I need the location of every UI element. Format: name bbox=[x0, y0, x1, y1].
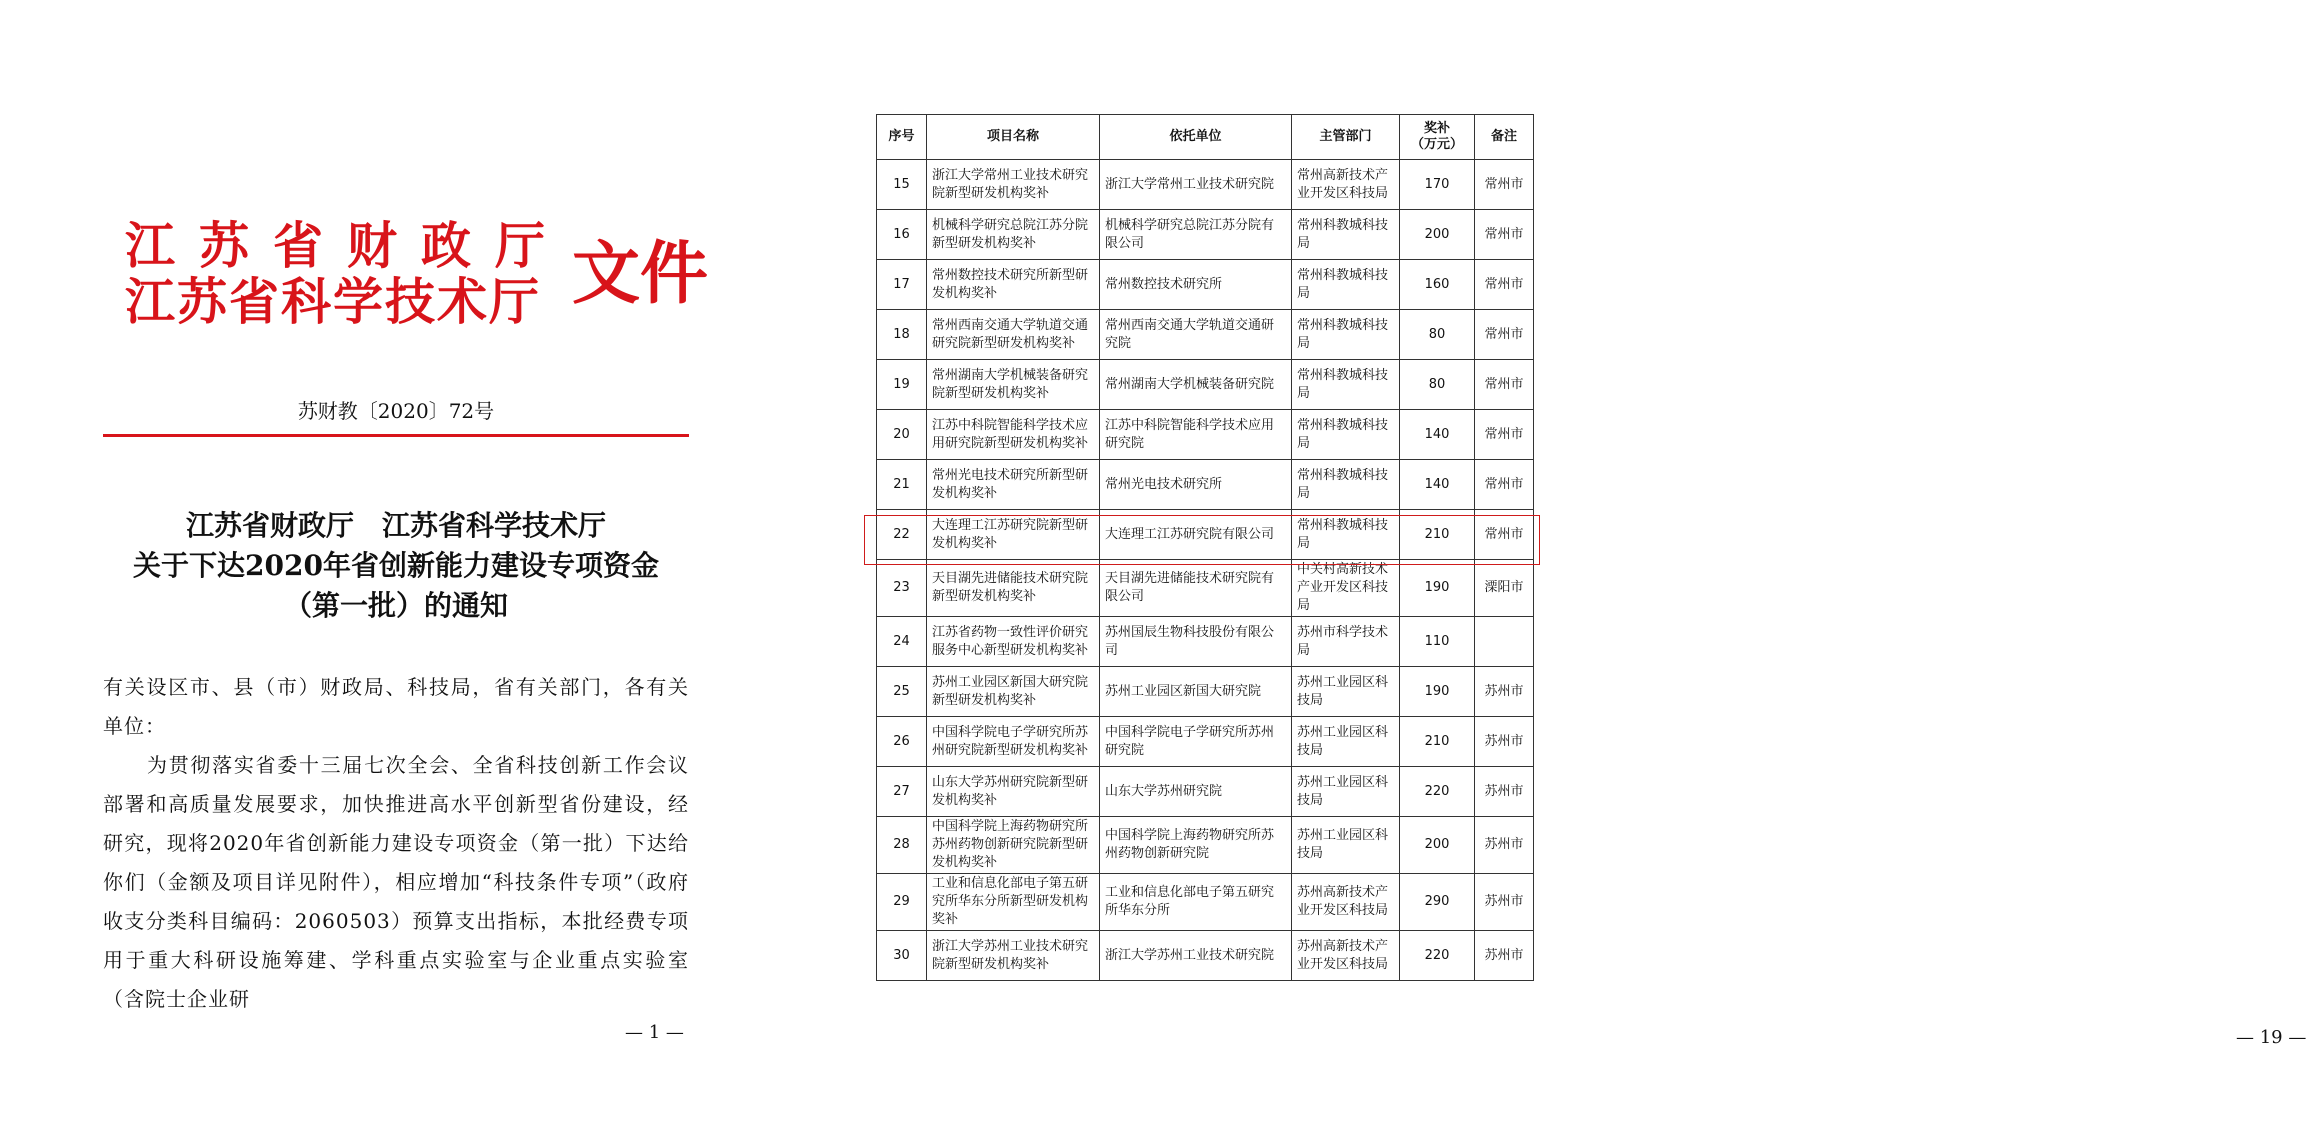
cell-no: 18 bbox=[877, 310, 927, 360]
cell-amount: 80 bbox=[1400, 360, 1475, 410]
cell-no: 27 bbox=[877, 767, 927, 817]
cell-amount: 140 bbox=[1400, 460, 1475, 510]
cell-unit: 天目湖先进储能技术研究院有限公司 bbox=[1100, 560, 1292, 617]
red-divider bbox=[103, 434, 689, 437]
cell-amount: 210 bbox=[1400, 510, 1475, 560]
cell-project: 苏州工业园区新国大研究院新型研发机构奖补 bbox=[927, 667, 1100, 717]
header-suffix: 文件 bbox=[572, 234, 709, 314]
cell-dept: 常州科教城科技局 bbox=[1292, 410, 1400, 460]
cell-project: 常州数控技术研究所新型研发机构奖补 bbox=[927, 260, 1100, 310]
cell-note: 常州市 bbox=[1475, 310, 1534, 360]
cell-project: 浙江大学常州工业技术研究院新型研发机构奖补 bbox=[927, 160, 1100, 210]
table-row bbox=[877, 460, 1534, 510]
cell-note: 苏州市 bbox=[1475, 874, 1534, 931]
cell-no: 23 bbox=[877, 560, 927, 617]
cell-unit: 常州光电技术研究所 bbox=[1100, 460, 1292, 510]
header-unit: 依托单位 bbox=[1100, 115, 1292, 160]
cell-no: 22 bbox=[877, 510, 927, 560]
body-paragraph: 为贯彻落实省委十三届七次全会、全省科技创新工作会议部署和高质量发展要求，加快推进高水平创新型省份建设，经研究，现将2020年省创新能力建设专项资金（第一批）下达给你们（金额及项目详见附件），相应增加“科技条件专项”（政府收支分类科目编码：2060503）预算支出指标，本批经费专项用于重大科研设施筹建、学科重点实验室与企业重点实验室（含院士企业研 bbox=[103, 753, 689, 1011]
cell-amount: 290 bbox=[1400, 874, 1475, 931]
cell-amount: 190 bbox=[1400, 560, 1475, 617]
cell-no: 24 bbox=[877, 617, 927, 667]
cell-note: 溧阳市 bbox=[1475, 560, 1534, 617]
cell-unit: 浙江大学常州工业技术研究院 bbox=[1100, 160, 1292, 210]
cell-amount: 200 bbox=[1400, 210, 1475, 260]
document-title bbox=[103, 506, 689, 626]
table-row bbox=[877, 767, 1534, 817]
cell-dept: 苏州市科学技术局 bbox=[1292, 617, 1400, 667]
cell-unit: 常州湖南大学机械装备研究院 bbox=[1100, 360, 1292, 410]
cell-project: 常州光电技术研究所新型研发机构奖补 bbox=[927, 460, 1100, 510]
cell-project: 浙江大学苏州工业技术研究院新型研发机构奖补 bbox=[927, 931, 1100, 981]
cell-amount: 220 bbox=[1400, 767, 1475, 817]
cell-note: 常州市 bbox=[1475, 410, 1534, 460]
cell-amount: 110 bbox=[1400, 617, 1475, 667]
table-row bbox=[877, 260, 1534, 310]
cell-dept: 苏州工业园区科技局 bbox=[1292, 817, 1400, 874]
cell-note: 常州市 bbox=[1475, 160, 1534, 210]
title-line: （第一批）的通知 bbox=[283, 589, 508, 622]
cell-note: 常州市 bbox=[1475, 360, 1534, 410]
cell-note: 苏州市 bbox=[1475, 931, 1534, 981]
table-row bbox=[877, 510, 1534, 560]
header-line-finance: 江苏省财政厅 bbox=[125, 216, 569, 275]
cell-dept: 常州科教城科技局 bbox=[1292, 510, 1400, 560]
left-page bbox=[0, 0, 800, 1131]
cell-unit: 苏州国辰生物科技股份有限公司 bbox=[1100, 617, 1292, 667]
cell-unit: 常州西南交通大学轨道交通研究院 bbox=[1100, 310, 1292, 360]
table-row bbox=[877, 717, 1534, 767]
cell-dept: 常州科教城科技局 bbox=[1292, 210, 1400, 260]
cell-note: 常州市 bbox=[1475, 510, 1534, 560]
page-number-left: — 1 — bbox=[625, 1022, 684, 1043]
cell-note: 常州市 bbox=[1475, 260, 1534, 310]
cell-dept: 常州科教城科技局 bbox=[1292, 460, 1400, 510]
cell-unit: 浙江大学苏州工业技术研究院 bbox=[1100, 931, 1292, 981]
cell-project: 中国科学院电子学研究所苏州研究院新型研发机构奖补 bbox=[927, 717, 1100, 767]
cell-no: 25 bbox=[877, 667, 927, 717]
cell-no: 29 bbox=[877, 874, 927, 931]
table-row bbox=[877, 667, 1534, 717]
cell-dept: 常州科教城科技局 bbox=[1292, 260, 1400, 310]
cell-amount: 220 bbox=[1400, 931, 1475, 981]
cell-no: 20 bbox=[877, 410, 927, 460]
cell-amount: 80 bbox=[1400, 310, 1475, 360]
cell-dept: 常州科教城科技局 bbox=[1292, 310, 1400, 360]
cell-amount: 170 bbox=[1400, 160, 1475, 210]
cell-no: 19 bbox=[877, 360, 927, 410]
cell-no: 15 bbox=[877, 160, 927, 210]
cell-amount: 160 bbox=[1400, 260, 1475, 310]
cell-project: 山东大学苏州研究院新型研发机构奖补 bbox=[927, 767, 1100, 817]
cell-amount: 210 bbox=[1400, 717, 1475, 767]
cell-note: 苏州市 bbox=[1475, 717, 1534, 767]
title-line: 江苏省财政厅 江苏省科学技术厅 bbox=[185, 509, 606, 542]
document-number: 苏财教〔2020〕72号 bbox=[297, 399, 495, 423]
table-row bbox=[877, 360, 1534, 410]
table-row bbox=[877, 560, 1534, 617]
cell-project: 天目湖先进储能技术研究院新型研发机构奖补 bbox=[927, 560, 1100, 617]
cell-dept: 苏州工业园区科技局 bbox=[1292, 767, 1400, 817]
cell-project: 江苏中科院智能科学技术应用研究院新型研发机构奖补 bbox=[927, 410, 1100, 460]
header-note: 备注 bbox=[1475, 115, 1534, 160]
cell-note: 苏州市 bbox=[1475, 667, 1534, 717]
cell-note: 常州市 bbox=[1475, 210, 1534, 260]
cell-note bbox=[1475, 617, 1534, 667]
header-no: 序号 bbox=[877, 115, 927, 160]
cell-project: 机械科学研究总院江苏分院新型研发机构奖补 bbox=[927, 210, 1100, 260]
cell-note: 苏州市 bbox=[1475, 817, 1534, 874]
cell-unit: 中国科学院上海药物研究所苏州药物创新研究院 bbox=[1100, 817, 1292, 874]
funding-table bbox=[876, 114, 1534, 981]
table-row bbox=[877, 210, 1534, 260]
cell-note: 苏州市 bbox=[1475, 767, 1534, 817]
cell-unit: 机械科学研究总院江苏分院有限公司 bbox=[1100, 210, 1292, 260]
cell-no: 30 bbox=[877, 931, 927, 981]
cell-dept: 中关村高新技术产业开发区科技局 bbox=[1292, 560, 1400, 617]
cell-unit: 大连理工江苏研究院有限公司 bbox=[1100, 510, 1292, 560]
cell-unit: 山东大学苏州研究院 bbox=[1100, 767, 1292, 817]
cell-project: 大连理工江苏研究院新型研发机构奖补 bbox=[927, 510, 1100, 560]
cell-unit: 中国科学院电子学研究所苏州研究院 bbox=[1100, 717, 1292, 767]
table-row bbox=[877, 874, 1534, 931]
table-header-row bbox=[877, 115, 1534, 160]
cell-project: 工业和信息化部电子第五研究所华东分所新型研发机构奖补 bbox=[927, 874, 1100, 931]
cell-dept: 苏州工业园区科技局 bbox=[1292, 717, 1400, 767]
cell-unit: 常州数控技术研究所 bbox=[1100, 260, 1292, 310]
cell-dept: 常州科教城科技局 bbox=[1292, 360, 1400, 410]
cell-dept: 苏州工业园区科技局 bbox=[1292, 667, 1400, 717]
cell-project: 江苏省药物一致性评价研究服务中心新型研发机构奖补 bbox=[927, 617, 1100, 667]
cell-project: 中国科学院上海药物研究所苏州药物创新研究院新型研发机构奖补 bbox=[927, 817, 1100, 874]
table-row bbox=[877, 617, 1534, 667]
table-row bbox=[877, 410, 1534, 460]
document-body bbox=[103, 668, 689, 1019]
cell-dept: 苏州高新技术产业开发区科技局 bbox=[1292, 931, 1400, 981]
cell-note: 常州市 bbox=[1475, 460, 1534, 510]
header-amount: 奖补 （万元） bbox=[1400, 115, 1475, 160]
cell-project: 常州西南交通大学轨道交通研究院新型研发机构奖补 bbox=[927, 310, 1100, 360]
cell-unit: 工业和信息化部电子第五研究所华东分所 bbox=[1100, 874, 1292, 931]
header-dept: 主管部门 bbox=[1292, 115, 1400, 160]
table-row bbox=[877, 160, 1534, 210]
page-number-right: — 19 — bbox=[2236, 1027, 2306, 1048]
cell-dept: 常州高新技术产业开发区科技局 bbox=[1292, 160, 1400, 210]
cell-no: 28 bbox=[877, 817, 927, 874]
title-line: 关于下达2020年省创新能力建设专项资金 bbox=[133, 549, 659, 582]
cell-unit: 苏州工业园区新国大研究院 bbox=[1100, 667, 1292, 717]
cell-no: 17 bbox=[877, 260, 927, 310]
table-body bbox=[877, 160, 1534, 981]
table-row bbox=[877, 931, 1534, 981]
header-line-science: 江苏省科学技术厅 bbox=[125, 272, 541, 331]
salutation: 有关设区市、县（市）财政局、科技局，省有关部门，各有关单位： bbox=[103, 675, 689, 738]
cell-no: 26 bbox=[877, 717, 927, 767]
cell-amount: 190 bbox=[1400, 667, 1475, 717]
cell-unit: 江苏中科院智能科学技术应用研究院 bbox=[1100, 410, 1292, 460]
cell-no: 21 bbox=[877, 460, 927, 510]
cell-amount: 200 bbox=[1400, 817, 1475, 874]
header-project: 项目名称 bbox=[927, 115, 1100, 160]
cell-no: 16 bbox=[877, 210, 927, 260]
cell-amount: 140 bbox=[1400, 410, 1475, 460]
cell-dept: 苏州高新技术产业开发区科技局 bbox=[1292, 874, 1400, 931]
table-row bbox=[877, 817, 1534, 874]
table-row bbox=[877, 310, 1534, 360]
cell-project: 常州湖南大学机械装备研究院新型研发机构奖补 bbox=[927, 360, 1100, 410]
